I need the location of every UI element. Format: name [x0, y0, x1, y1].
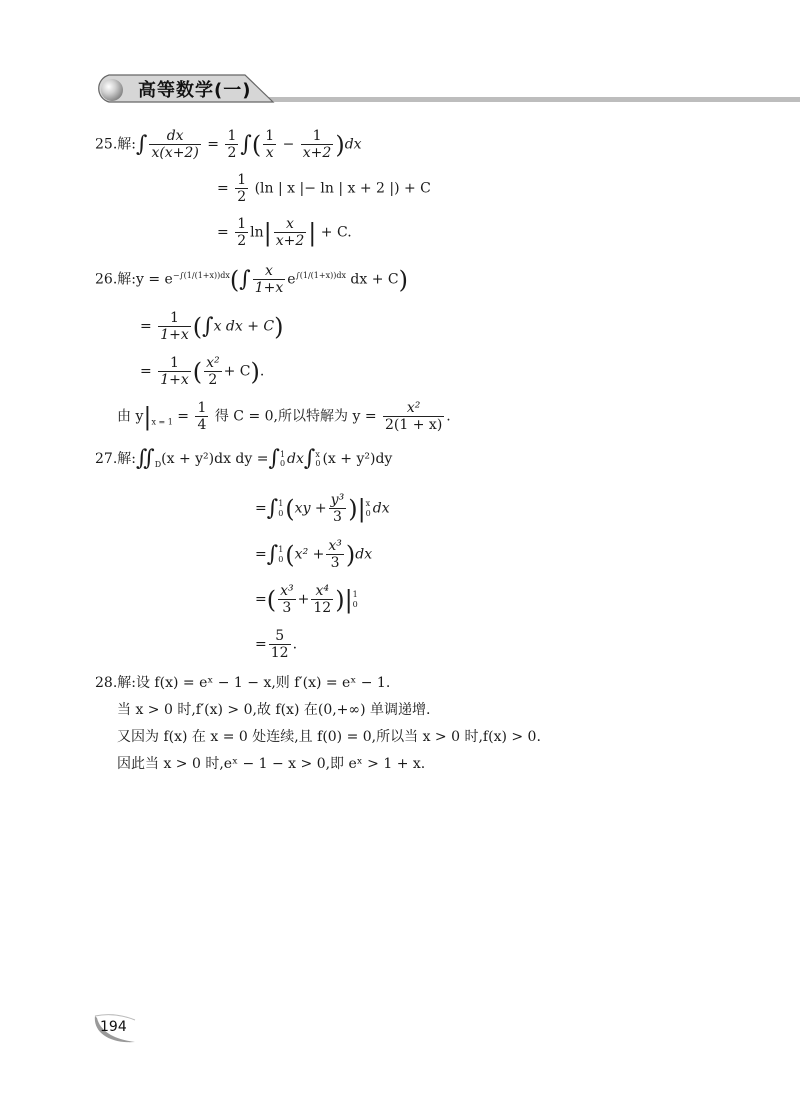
p27-line-4: =( $\frac{\text{x³}}{3}$ + $\frac{\text{x⁴}}{12}$ )|1 0 — [255, 583, 358, 617]
p25-line-2: = $\frac{1}{2}$ (ln | x |− ln | x + 2 |) + C — [217, 172, 431, 206]
page-number: 194 — [100, 1019, 127, 1035]
p26-line-2: = $\frac{1}{1+x}$ (∫x dx + C) — [140, 310, 284, 344]
p28-label: 28.解: — [95, 675, 136, 691]
header-ball-icon — [101, 79, 123, 101]
p27-line-3: =∫1 0(x² + $\frac{\text{x³}}{3}$ )dx — [255, 538, 373, 572]
p27-line-5: = $\frac{5}{12}$ . — [255, 628, 298, 662]
p28-line-2: 当 x > 0 时,f′(x) > 0,故 f(x) 在(0,+∞) 单调递增. — [117, 702, 431, 718]
p26-line-3: = $\frac{1}{1+x}$ ( $\frac{\text{x²}}{2}$ + C). — [140, 355, 265, 389]
p27-line-1: 27.解$:∬_D(x + y^2)dx$ dy =∫1 0 dx∫x 0 (x + y²)dy — [95, 446, 393, 471]
p28-line-1: 28.解:设 f(x) = eˣ − 1 − x,则 f′(x) = eˣ − 1. — [95, 675, 391, 691]
p26-line-4: 由 $y|_{x = 1}$ = $\frac{1}{4}$ 得 C = 0,所以特解为 y = $\frac{\text{x²}}{2(1 + x)}$ . — [117, 400, 451, 434]
header-rule — [252, 97, 800, 102]
p26-label: 26.解: — [95, 271, 136, 288]
p28-line-3: 又因为 f(x) 在 x = 0 处连续,且 f(0) = 0,所以当 x > 0 时,f(x) > 0. — [117, 729, 541, 745]
p25-label: 25.解: — [95, 136, 136, 153]
p25-line-1: 25.解:∫ $\frac{dx}{x(x+2)}$ = $\frac{1}{2}$ ∫( $\frac{1}{x}$ − $\frac{1}{x+2}$ )dx — [95, 128, 362, 162]
p25-line-3: = $\frac{1}{2}$ ln| $\frac{x}{x+2}$ | + C. — [217, 216, 352, 250]
p28-line-4: 因此当 x > 0 时,eˣ − 1 − x > 0,即 eˣ > 1 + x. — [117, 756, 426, 772]
p27-label: 27.解: — [95, 451, 136, 468]
p26-line-1: 26.解:y = $e^{-\int(1/(1+x))dx}(\int$ $\frac{x}{1+x}$ $e^{\int(1/(1+x))dx}$ dx + C) — [95, 263, 408, 297]
header-title: 高等数学(一) — [138, 80, 252, 101]
p27-line-2: =∫1 0(xy + $\frac{\text{y³}}{3}$ )|x 0 dx — [255, 492, 390, 526]
